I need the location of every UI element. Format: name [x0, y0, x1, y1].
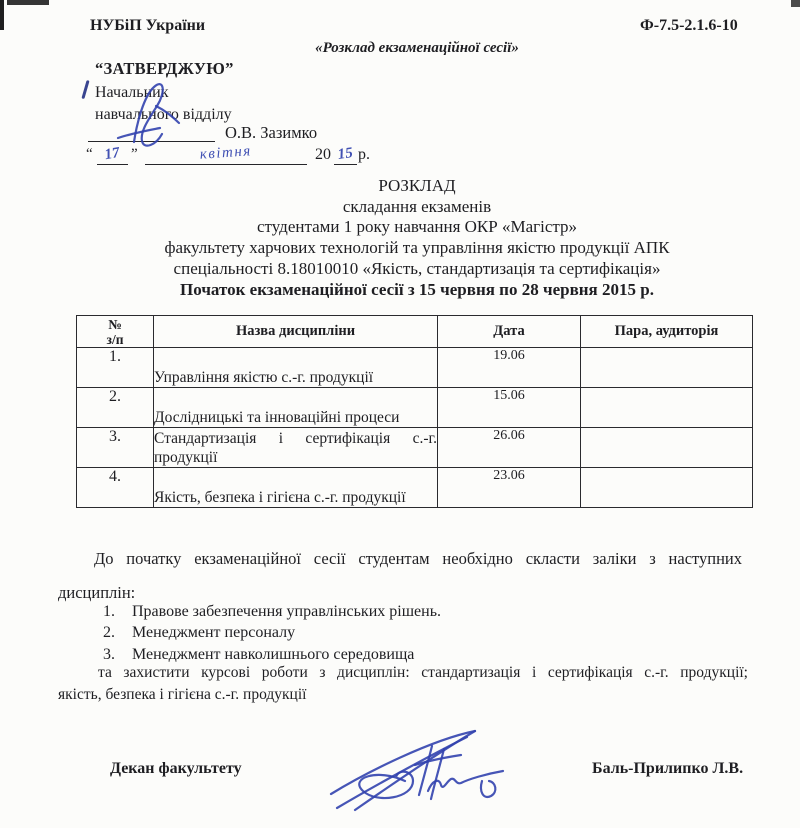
room-cell	[581, 468, 753, 508]
heading-line5: спеціальності 8.18010010 «Якість, стандартизація та сертифікація»	[173, 258, 661, 278]
organization-name: НУБіП України	[90, 17, 206, 34]
list-item-text: Менеджмент персоналу	[132, 624, 296, 642]
room-cell	[581, 388, 753, 428]
discipline-name: Дослідницькі та інноваційні процеси	[154, 388, 438, 428]
exam-schedule-table	[76, 315, 753, 508]
exam-date: 23.06	[438, 468, 581, 508]
handwritten-year: 15	[336, 145, 354, 163]
document-heading	[35, 176, 799, 300]
credits-note-line1: До початку екзаменаційної сесії студентам необхідно скласти заліки з наступних	[94, 549, 742, 568]
credits-note-line2: дисциплін:	[58, 583, 136, 602]
signature-line	[88, 124, 215, 142]
approver-name: О.В. Зазимко	[225, 123, 318, 142]
date-year-slot	[334, 146, 357, 165]
exam-date: 26.06	[438, 428, 581, 468]
list-item-text: Правове забезпечення управлінських рішень.	[132, 603, 441, 620]
coursework-note-line2: якість, безпека і гігієна с.-г. продукції	[58, 686, 307, 703]
approver-role-line2: навчального відділу	[95, 106, 232, 123]
exam-date: 15.06	[438, 388, 581, 428]
col-header-number	[77, 316, 154, 348]
scan-artifact	[791, 0, 800, 7]
col-header-discipline: Назва дисципліни	[154, 316, 438, 348]
date-day-slot	[97, 146, 128, 165]
date-quote-open: “	[86, 146, 93, 162]
list-marker: 3.	[103, 645, 115, 663]
discipline-name: Якість, безпека і гігієна с.-г. продукції	[154, 468, 438, 508]
credits-list	[103, 601, 441, 665]
discipline-name: Управління якістю с.-г. продукції	[154, 348, 438, 388]
table-row	[77, 468, 753, 508]
coursework-note-line1: та захистити курсові роботи з дисциплін: стандартизація і сертифікація с.-г. продукції;	[98, 664, 748, 681]
handwritten-day: 17	[103, 144, 122, 164]
schedule-title: РОЗКЛАД	[378, 176, 456, 195]
dean-signature	[315, 718, 515, 820]
col-header-room: Пара, аудиторія	[581, 316, 753, 348]
session-dates-note: Початок екзаменаційної сесії з 15 червня по 28 червня 2015 р.	[180, 279, 654, 299]
table-row	[77, 428, 753, 468]
room-cell	[581, 348, 753, 388]
col-header-date: Дата	[438, 316, 581, 348]
approval-stamp: “ЗАТВЕРДЖУЮ”	[95, 59, 234, 78]
list-marker: 1.	[103, 603, 115, 620]
table-row	[77, 388, 753, 428]
list-marker: 2.	[103, 624, 115, 642]
list-item	[103, 622, 441, 643]
document-type-label: «Розклад екзаменаційної сесії»	[315, 40, 519, 56]
row-number: 2.	[77, 388, 154, 428]
discipline-name: Стандартизація і сертифікація с.-г. продукції	[154, 428, 438, 468]
table-header-row	[77, 316, 753, 348]
heading-line4: факультету харчових технологій та управління якістю продукції АПК	[164, 238, 670, 258]
date-quote-close: ”	[131, 146, 138, 162]
list-item	[103, 644, 441, 665]
heading-line2: складання екзаменів	[342, 196, 492, 216]
dean-name: Баль-Прилипко Л.В.	[592, 760, 744, 777]
year-prefix: 20	[315, 146, 331, 163]
heading-line3: студентами 1 року навчання ОКР «Магістр»	[256, 217, 578, 237]
row-number: 3.	[77, 428, 154, 468]
row-number: 1.	[77, 348, 154, 388]
col-header-number-line1: №	[108, 316, 122, 332]
date-month-slot	[145, 143, 307, 165]
room-cell	[581, 428, 753, 468]
scan-artifact	[0, 0, 4, 30]
form-code: Ф-7.5-2.1.6-10	[640, 17, 738, 34]
col-header-number-line2: з/п	[106, 331, 124, 347]
scan-artifact	[7, 0, 49, 5]
pen-tick-mark	[81, 80, 89, 99]
approver-role-line1: Начальник	[95, 84, 169, 101]
exam-date: 19.06	[438, 348, 581, 388]
list-item-text: Менеджмент навколишнього середовища	[132, 645, 415, 663]
list-item	[103, 601, 441, 622]
handwritten-month: квітня	[199, 143, 253, 163]
year-suffix: р.	[358, 146, 370, 163]
dean-title: Декан факультету	[110, 760, 242, 777]
table-row	[77, 348, 753, 388]
row-number: 4.	[77, 468, 154, 508]
